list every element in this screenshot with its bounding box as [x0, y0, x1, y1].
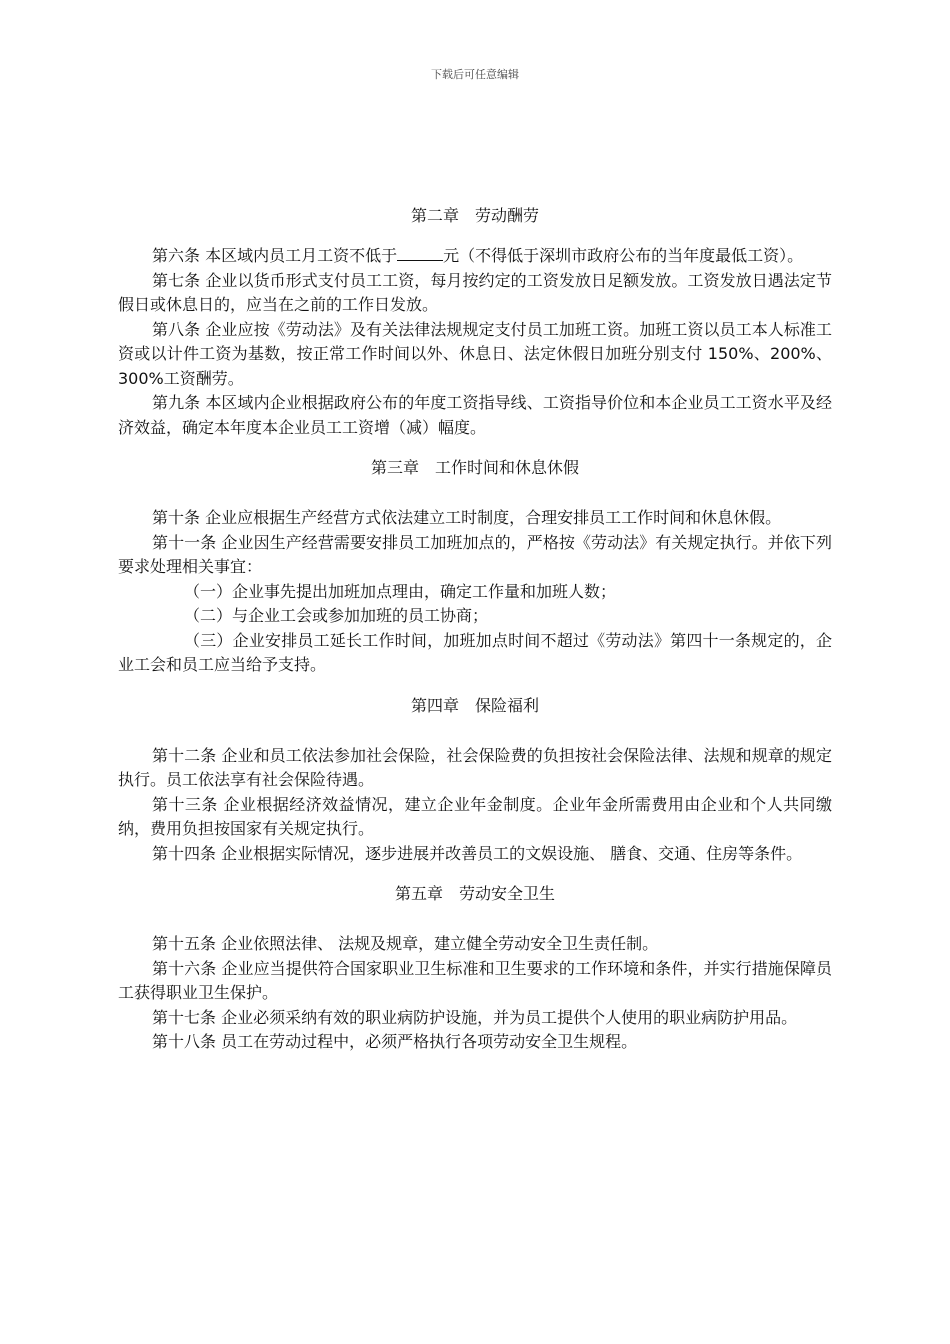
article-16: 第十六条 企业应当提供符合国家职业卫生标准和卫生要求的工作环境和条件，并实行措施保障员工获得职业卫生保护。 — [118, 958, 832, 1002]
chapter-name: 劳动酬劳 — [475, 206, 540, 225]
article-15: 第十五条 企业依照法律、 法规及规章，建立健全劳动安全卫生责任制。 — [152, 934, 659, 953]
list-item: （三）企业安排员工延长工作时间，加班加点时间不超过《劳动法》第四十一条规定的，企业工会和员工应当给予支持。 — [118, 630, 832, 674]
chapter-2 — [118, 204, 832, 440]
article-6: 第六条 本区域内员工月工资不低于 元（不得低于深圳市政府公布的当年度最低工资）。 — [152, 246, 804, 265]
chapter-number: 第三章 — [370, 458, 419, 477]
article-8: 第八条 企业应按《劳动法》及有关法律法规规定支付员工加班工资。加班工资以员工本人标准工资或以计件工资为基数，按正常工作时间以外、休息日、法定休假日加班分别支付 150%、200%、300%工资酬劳。 — [118, 319, 832, 388]
article-14: 第十四条 企业根据实际情况，逐步进展并改善员工的文娱设施、 膳食、交通、住房等条件。 — [152, 843, 803, 863]
article-10: 第十条 企业应根据生产经营方式依法建立工时制度，合理安排员工工作时间和休息休假。 — [152, 508, 782, 527]
article-18: 第十八条 员工在劳动过程中，必须严格执行各项劳动安全卫生规程。 — [152, 1032, 638, 1051]
chapter-name: 工作时间和休息休假 — [435, 458, 580, 477]
header-note: 下载后可任意编辑 — [431, 68, 519, 81]
list-item: （一）企业事先提出加班加点理由，确定工作量和加班人数； — [184, 581, 617, 601]
article-13: 第十三条 企业根据经济效益情况，建立企业年金制度。企业年金所需费用由企业和个人共同缴纳，费用负担按国家有关规定执行。 — [118, 794, 832, 838]
chapter-title — [118, 456, 832, 480]
article-7: 第七条 企业以货币形式支付员工工资，每月按约定的工资发放日足额发放。工资发放日遇法定节假日或休息日的，应当在之前的工作日发放。 — [118, 270, 832, 314]
document-body — [118, 204, 832, 1055]
chapter-3 — [118, 456, 832, 678]
list-item: （二）与企业工会或参加加班的员工协商； — [184, 606, 489, 625]
chapter-4 — [118, 694, 832, 867]
article-11: 第十一条 企业因生产经营需要安排员工加班加点的，严格按《劳动法》有关规定执行。并依下列要求处理相关事宜： — [118, 532, 832, 576]
chapter-name: 保险福利 — [475, 695, 540, 715]
article-17: 第十七条 企业必须采纳有效的职业病防护设施，并为员工提供个人使用的职业病防护用品。 — [152, 1007, 798, 1027]
chapter-5 — [118, 882, 832, 1055]
chapter-number: 第二章 — [410, 206, 459, 225]
chapter-title — [118, 204, 832, 228]
chapter-number: 第四章 — [410, 695, 459, 715]
chapter-name: 劳动安全卫生 — [459, 884, 556, 903]
article-9: 第九条 本区域内企业根据政府公布的年度工资指导线、工资指导价位和本企业员工工资水平及经济效益，确定本年度本企业员工工资增（减）幅度。 — [118, 393, 832, 437]
blank-underline — [397, 246, 443, 261]
chapter-number: 第五章 — [394, 884, 443, 903]
article-12: 第十二条 企业和员工依法参加社会保险，社会保险费的负担按社会保险法律、法规和规章的规定执行。员工依法享有社会保险待遇。 — [118, 745, 832, 789]
chapter-title — [118, 694, 832, 718]
chapter-title — [118, 882, 832, 906]
